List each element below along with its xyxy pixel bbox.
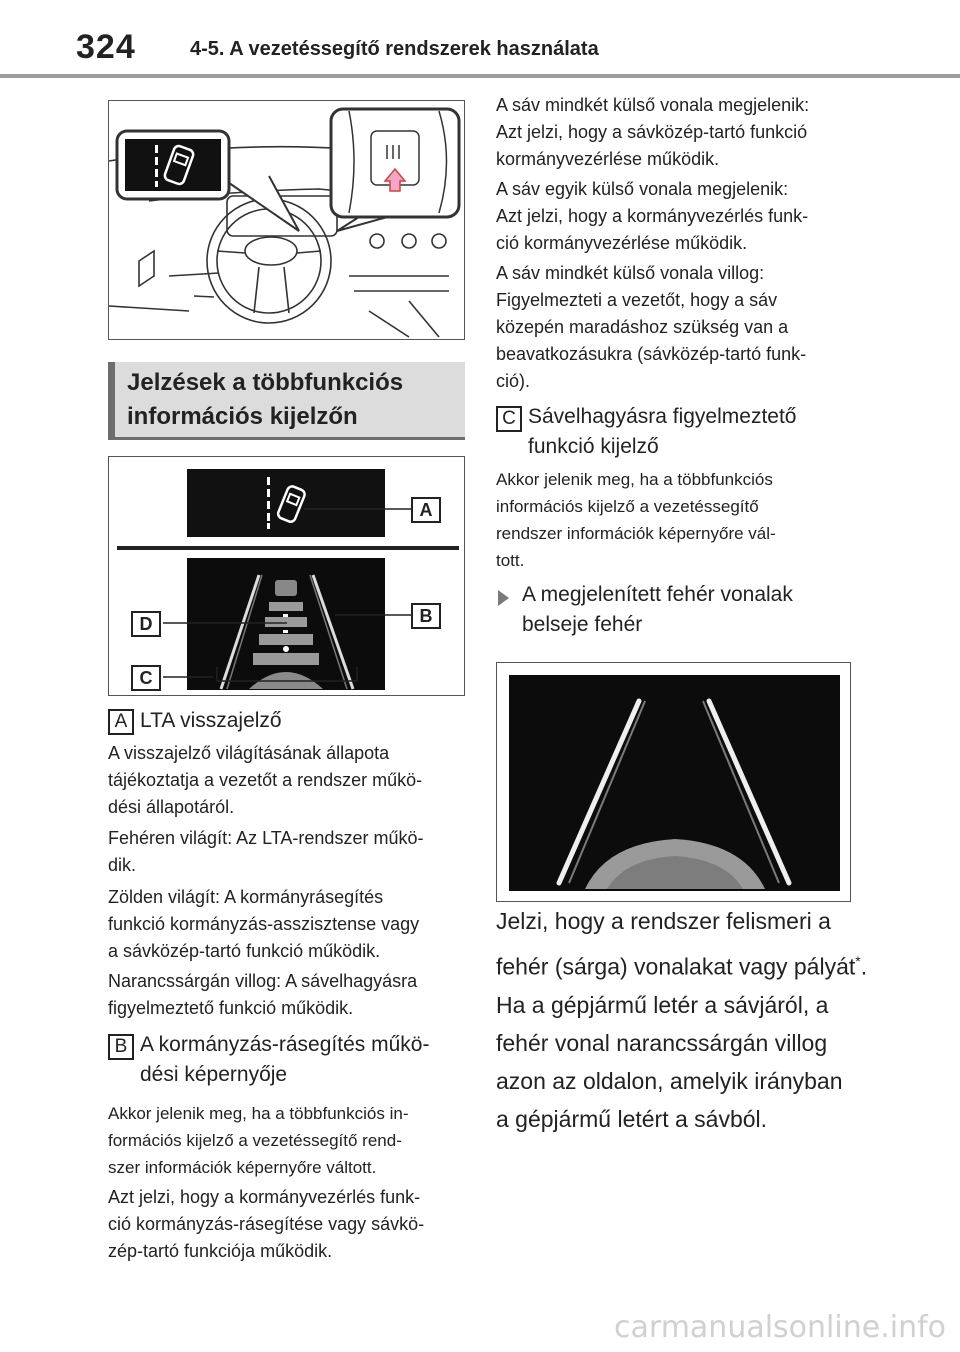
item-a-paragraph <box>108 740 468 821</box>
text-line: A sáv egyik külső vonala megjelenik: <box>496 179 789 199</box>
text-line: Jelzi, hogy a rendszer felismeri a <box>496 908 831 934</box>
text-line: A megjelenített fehér vonalak <box>522 583 793 606</box>
text-line: formációs kijelző a vezetéssegítő rend- <box>108 1131 402 1150</box>
text-line: Azt jelzi, hogy a sávközép-tartó funkció <box>496 122 808 142</box>
header-rule <box>0 74 960 78</box>
banner-line: információs kijelzőn <box>127 403 358 430</box>
item-a-title: LTA visszajelző <box>140 709 282 732</box>
final-paragraph <box>496 904 876 1136</box>
text-line: Akkor jelenik meg, ha a többfunkciós <box>496 470 773 489</box>
watermark: carmanualsonline.info <box>614 1310 946 1345</box>
item-a-paragraph <box>108 884 468 965</box>
right-paragraph <box>496 176 856 257</box>
text-line: ció kormányvezérlése működik. <box>496 233 748 253</box>
text-line: belseje fehér <box>522 613 643 636</box>
text-line: azon az oldalon, amelyik irányban <box>496 1067 843 1094</box>
item-b-paragraph <box>108 1100 468 1181</box>
section-banner <box>108 362 465 437</box>
item-a-paragraph <box>108 825 468 879</box>
section-banner-title <box>127 366 403 434</box>
text-fragment: fehér (sárga) vonalakat vagy pályát <box>496 953 856 980</box>
text-line: dik. <box>108 855 137 875</box>
callout-d: D <box>131 611 161 637</box>
dashboard-drawing <box>109 101 464 339</box>
text-line: Zölden világít: A kormányrásegítés <box>108 887 384 907</box>
item-c-title <box>528 402 858 462</box>
badge-a: A <box>108 709 134 735</box>
text-line: fehér vonal narancssárgán villog <box>496 1029 828 1056</box>
text-line: beavatkozásukra (sávközép-tartó funk- <box>496 344 807 364</box>
text-line: figyelmeztető funkció működik. <box>108 998 354 1018</box>
text-line: funkció kormányzás-asszisztense vagy <box>108 914 420 934</box>
text-line: ció kormányzás-rásegítése vagy sávkö- <box>108 1214 425 1234</box>
right-paragraph <box>496 92 856 173</box>
text-line: Figyelmezteti a vezetőt, hogy a sáv <box>496 290 778 310</box>
text-line <box>496 944 876 984</box>
item-c-paragraph <box>496 466 856 574</box>
text-line: dési képernyője <box>140 1063 288 1086</box>
text-line: funkció kijelző <box>528 435 659 458</box>
text-line: Akkor jelenik meg, ha a többfunkciós in- <box>108 1104 409 1123</box>
page-number: 324 <box>76 28 136 66</box>
text-line: A sáv mindkét külső vonala megjelenik: <box>496 95 810 115</box>
text-fragment: . <box>860 953 868 980</box>
item-a-paragraph <box>108 968 468 1022</box>
text-line: Fehéren világít: Az LTA-rendszer műkö- <box>108 828 424 848</box>
text-line: rendszer információk képernyőre vál- <box>496 524 776 543</box>
section-title: 4-5. A vezetéssegítő rendszerek használata <box>190 38 599 60</box>
text-line: A visszajelző világításának állapota <box>108 743 390 763</box>
text-line: Azt jelzi, hogy a kormányvezérlés funk- <box>108 1187 421 1207</box>
right-paragraph <box>496 260 856 395</box>
text-line: Narancssárgán villog: A sávelhagyásra <box>108 971 418 991</box>
text-line: Sávelhagyásra figyelmeztető <box>528 405 797 428</box>
callout-a: A <box>411 497 441 523</box>
page-header <box>0 0 960 78</box>
text-line: dési állapotáról. <box>108 797 235 817</box>
text-line: információs kijelző a vezetéssegítő <box>496 497 759 516</box>
text-line: tájékoztatja a vezetőt a rendszer műkö- <box>108 770 423 790</box>
bullet-arrow-icon <box>498 590 509 606</box>
callout-b: B <box>411 603 441 629</box>
lane-display-illustration <box>496 662 851 902</box>
bullet-title <box>522 580 862 640</box>
text-line: zép-tartó funkciója működik. <box>108 1241 333 1261</box>
text-line: a gépjármű letért a sávból. <box>496 1105 768 1132</box>
banner-line: Jelzések a többfunkciós <box>127 369 404 396</box>
mid-display-drawing <box>109 457 464 695</box>
text-line: ció). <box>496 371 531 391</box>
text-line: A sáv mindkét külső vonala villog: <box>496 263 765 283</box>
text-line: tott. <box>496 551 525 570</box>
badge-c: C <box>496 406 522 432</box>
text-line: Azt jelzi, hogy a kormányvezérlés funk- <box>496 206 809 226</box>
item-b-title <box>140 1030 470 1090</box>
mid-display-illustration <box>108 456 465 696</box>
dashboard-illustration <box>108 100 465 340</box>
text-line: a sávközép-tartó funkció működik. <box>108 941 381 961</box>
badge-b: B <box>108 1034 134 1060</box>
text-line: Ha a gépjármű letér a sávjáról, a <box>496 991 829 1018</box>
item-b-paragraph <box>108 1184 468 1265</box>
text-line: szer információk képernyőre váltott. <box>108 1158 377 1177</box>
lane-display-drawing <box>497 663 850 901</box>
footnote-marker: * <box>855 953 861 969</box>
text-line: közepén maradáshoz szükség van a <box>496 317 789 337</box>
text-line: A kormányzás-rásegítés műkö- <box>140 1033 430 1056</box>
callout-c: C <box>131 665 161 691</box>
banner-underline <box>108 437 465 440</box>
text-line: kormányvezérlése működik. <box>496 149 720 169</box>
